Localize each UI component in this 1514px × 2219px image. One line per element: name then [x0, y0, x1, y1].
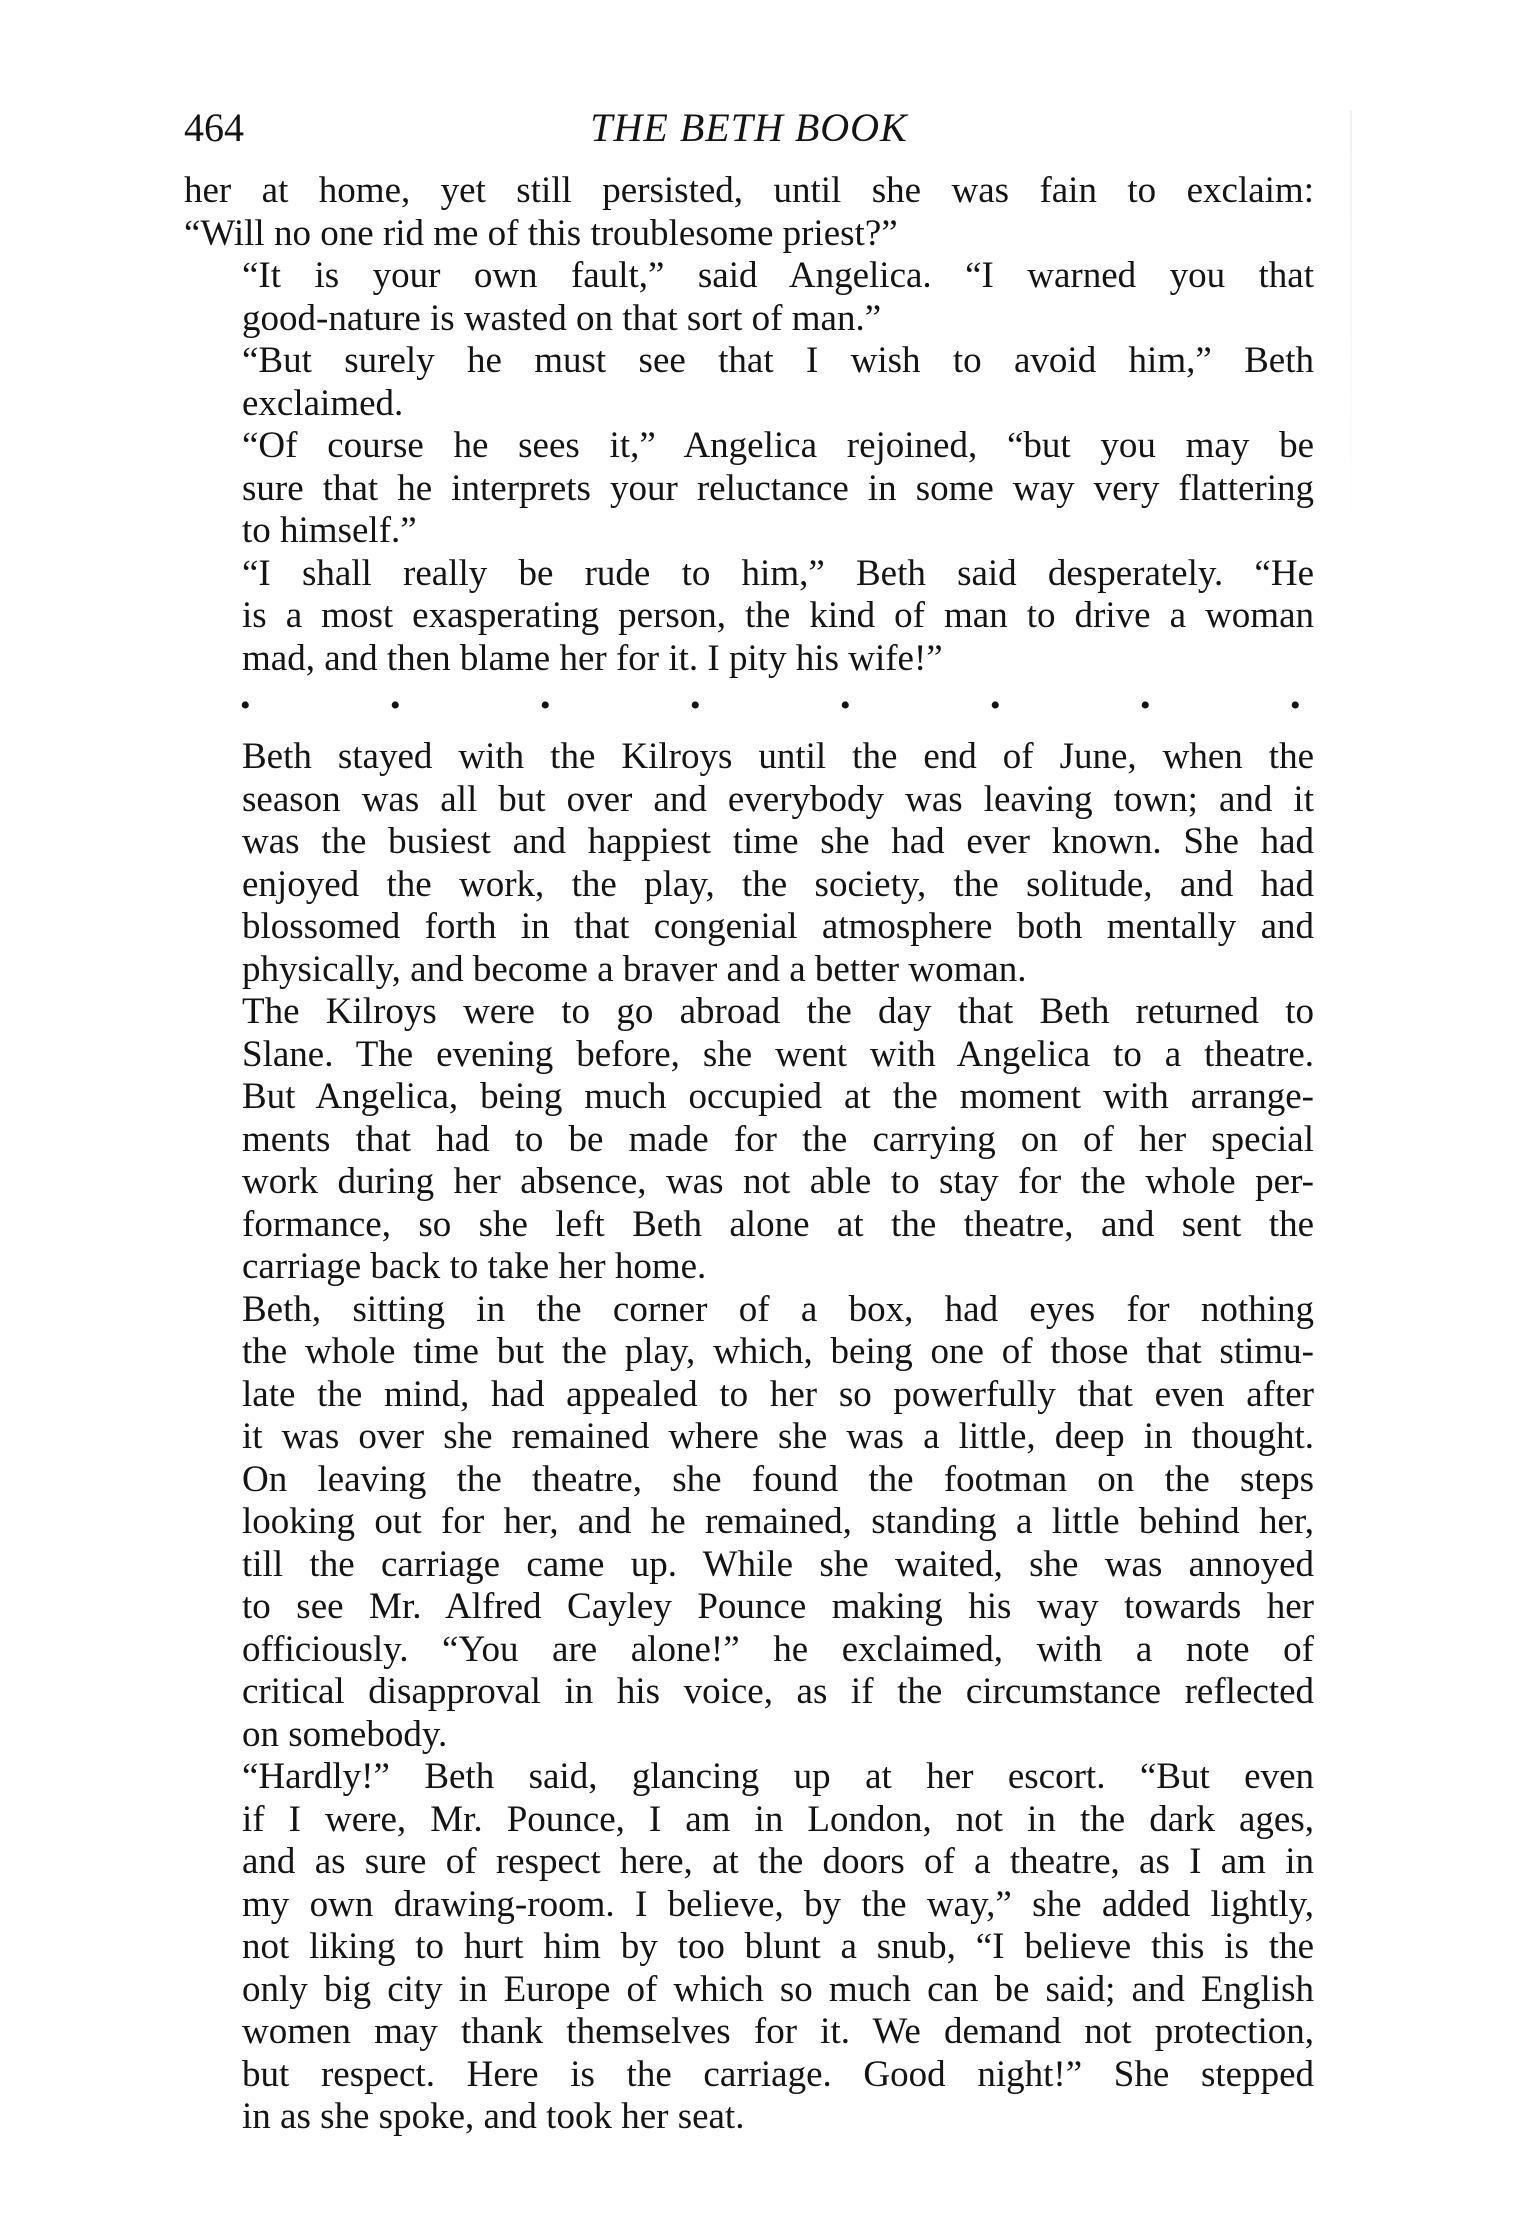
separator-dot: •	[990, 689, 1001, 722]
text-line: The Kilroys were to go abroad the day that Beth returned to	[242, 991, 1314, 1032]
paragraph	[184, 1756, 1314, 2139]
text-line: physically, and become a braver and a better woman.	[242, 948, 1027, 990]
text-line: On leaving the theatre, she found the footman on the steps	[242, 1458, 1314, 1500]
text-line: her at home, yet still persisted, until she was fain to exclaim:	[184, 170, 1314, 211]
text-line: Beth stayed with the Kilroys until the end of June, when the	[242, 736, 1314, 777]
text-line: the whole time but the play, which, being one of those that stimu-	[242, 1331, 1314, 1372]
text-line: to himself.”	[242, 510, 417, 551]
separator-dot: •	[1140, 689, 1151, 722]
text-line: but respect. Here is the carriage. Good night!” She stepped	[242, 2053, 1314, 2095]
running-head	[184, 98, 1314, 158]
text-line: was the busiest and happiest time she had ever known. She had	[242, 821, 1314, 862]
text-line: only big city in Europe of which so much can be said; and English	[242, 1968, 1314, 2010]
running-title: THE BETH BOOK	[590, 105, 908, 150]
text-line: sure that he interprets your reluctance in some way very flattering	[242, 467, 1314, 509]
text-line: and as sure of respect here, at the doors of a theatre, as I am in	[242, 1841, 1314, 1882]
paragraph	[184, 991, 1314, 1289]
text-line: till the carriage came up. While she waited, she was annoyed	[242, 1543, 1314, 1585]
paragraph	[184, 425, 1314, 553]
text-section-before-break	[184, 170, 1314, 680]
text-line: women may thank themselves for it. We demand not protection,	[242, 2011, 1314, 2052]
text-line: my own drawing-room. I believe, by the way,” she added lightly,	[242, 1883, 1314, 1925]
separator-dot: •	[540, 689, 551, 722]
separator-dot: •	[1290, 689, 1301, 722]
text-line: looking out for her, and he remained, standing a little behind her,	[242, 1501, 1314, 1542]
text-line: is a most exasperating person, the kind of man to drive a woman	[242, 595, 1314, 636]
text-line: “I shall really be rude to him,” Beth said desperately. “He	[242, 552, 1314, 594]
text-line: to see Mr. Alfred Cayley Pounce making his way towards her	[242, 1586, 1314, 1627]
paragraph	[184, 553, 1314, 681]
text-line: Beth, sitting in the corner of a box, had eyes for nothing	[242, 1288, 1314, 1330]
text-line: formance, so she left Beth alone at the theatre, and sent the	[242, 1203, 1314, 1245]
text-line: “Will no one rid me of this troublesome priest?”	[184, 212, 898, 254]
paragraph	[184, 255, 1314, 340]
text-line: carriage back to take her home.	[242, 1246, 707, 1287]
text-line: “Of course he sees it,” Angelica rejoined, “but you may be	[242, 425, 1314, 466]
paragraph	[184, 170, 1314, 255]
text-line: exclaimed.	[242, 382, 404, 424]
scan-margin-shadow	[1350, 110, 1352, 530]
body-text	[184, 170, 1314, 2139]
text-line: if I were, Mr. Pounce, I am in London, not in the dark ages,	[242, 1798, 1314, 1840]
text-section-after-break	[184, 736, 1314, 2139]
separator-dot: •	[390, 689, 401, 722]
paragraph	[184, 736, 1314, 991]
text-line: But Angelica, being much occupied at the moment with arrange-	[242, 1076, 1314, 1117]
text-line: blossomed forth in that congenial atmosphere both mentally and	[242, 906, 1314, 947]
text-line: season was all but over and everybody was leaving town; and it	[242, 778, 1314, 820]
text-line: mad, and then blame her for it. I pity his wife!”	[242, 637, 943, 679]
text-line: enjoyed the work, the play, the society, the solitude, and had	[242, 863, 1314, 905]
text-line: late the mind, had appealed to her so powerfully that even after	[242, 1373, 1314, 1415]
text-line: work during her absence, was not able to stay for the whole per-	[242, 1161, 1314, 1202]
section-break	[240, 686, 1300, 726]
text-line: in as she spoke, and took her seat.	[242, 2096, 745, 2137]
paragraph	[184, 340, 1314, 425]
text-line: good-nature is wasted on that sort of man.”	[242, 297, 882, 339]
page-number: 464	[184, 105, 244, 150]
text-line: “But surely he must see that I wish to avoid him,” Beth	[242, 340, 1314, 381]
text-line: it was over she remained where she was a little, deep in thought.	[242, 1416, 1314, 1457]
separator-dot: •	[840, 689, 851, 722]
text-line: officiously. “You are alone!” he exclaimed, with a note of	[242, 1628, 1314, 1670]
paragraph	[184, 1289, 1314, 1757]
text-line: critical disapproval in his voice, as if the circumstance reflected	[242, 1671, 1314, 1712]
text-line: ments that had to be made for the carrying on of her special	[242, 1118, 1314, 1160]
text-line: on somebody.	[242, 1713, 448, 1755]
text-line: not liking to hurt him by too blunt a snub, “I believe this is the	[242, 1926, 1314, 1967]
separator-dot: •	[240, 689, 251, 722]
text-line: Slane. The evening before, she went with Angelica to a theatre.	[242, 1033, 1314, 1075]
separator-dot: •	[690, 689, 701, 722]
text-line: “It is your own fault,” said Angelica. “I warned you that	[242, 255, 1314, 296]
text-line: “Hardly!” Beth said, glancing up at her escort. “But even	[242, 1756, 1314, 1797]
